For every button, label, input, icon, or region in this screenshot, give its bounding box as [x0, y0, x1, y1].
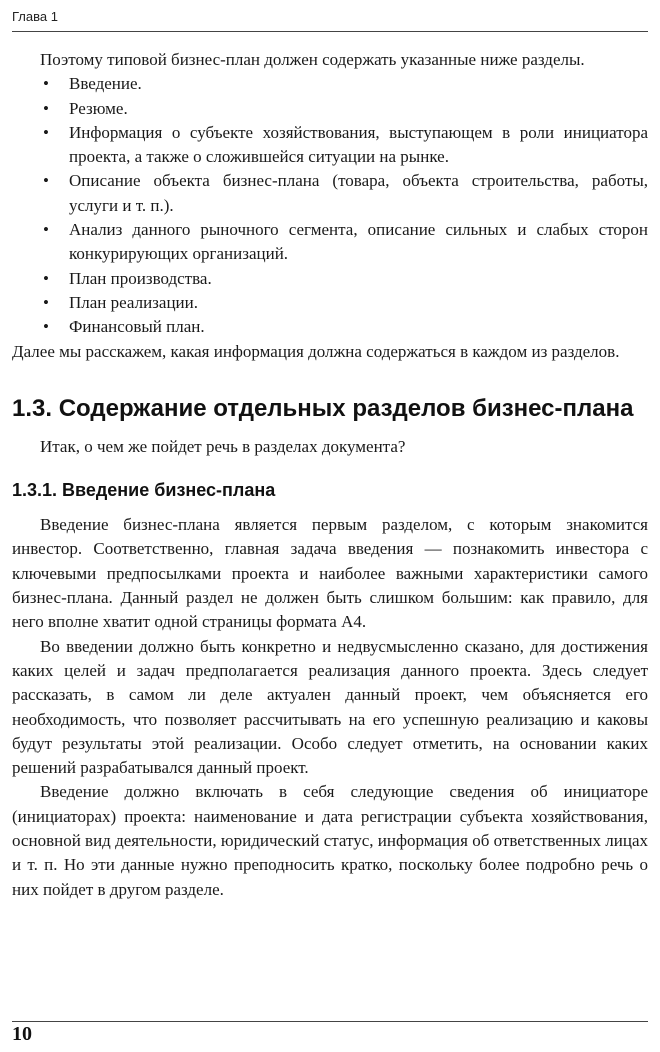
bullet-icon: •: [43, 317, 49, 337]
page-number: 10: [12, 1023, 32, 1045]
sections-list: [12, 72, 648, 339]
list-item: [12, 291, 648, 315]
body-paragraph: Введение должно включать в себя следующие сведения об инициаторе (инициаторах) проекта: наименование и дата регистрации субъекта хозяйствования, основной вид деятельности, юридический статус, информация об ответственных лицах и т. п. Но эти данные нужно преподносить кратко, поскольку более подробно речь о них пойдет в другом разделе.: [12, 782, 648, 899]
bullet-icon: •: [43, 74, 49, 94]
section-heading: 1.3. Содержание отдельных разделов бизнес-плана: [12, 394, 634, 422]
bullet-icon: •: [43, 171, 49, 191]
bullet-icon: •: [43, 98, 49, 118]
body-paragraph: Во введении должно быть конкретно и недвусмысленно сказано, для достижения каких целей и задач предполагается реализация данного проекта. Здесь следует рассказать, в самом ли деле актуален данный проект, чем объясняется его необходимость, что позволяет рассчитывать на его успешную реализацию и каковы будут результаты этой реализации. Особо следует отметить, на основании каких решений разрабатывался данный проект.: [12, 636, 648, 778]
page-body: [12, 48, 648, 902]
footer-rule: [12, 1021, 648, 1022]
list-item: [12, 315, 648, 339]
list-item: [12, 121, 648, 170]
list-item: [12, 169, 648, 218]
list-item: [12, 97, 648, 121]
bullet-icon: •: [43, 268, 49, 288]
list-item: [12, 72, 648, 96]
list-item-text: Резюме.: [69, 98, 128, 118]
subsection-heading: 1.3.1. Введение бизнес-плана: [12, 480, 276, 501]
intro-paragraph: Поэтому типовой бизнес-план должен содержать указанные ниже разделы.: [40, 50, 585, 69]
list-item-text: Финансовый план.: [69, 317, 205, 337]
list-item-text: Описание объекта бизнес-плана (товара, объекта строительства, работы, услуги и т. п.).: [69, 171, 648, 215]
list-item-text: Анализ данного рыночного сегмента, описание сильных и слабых сторон конкурирующих организаций.: [69, 220, 648, 264]
bullet-icon: •: [43, 292, 49, 312]
section-lead: Итак, о чем же пойдет речь в разделах документа?: [40, 436, 406, 456]
header-rule: [12, 31, 648, 32]
list-item-text: План производства.: [69, 268, 212, 288]
list-item: [12, 267, 648, 291]
list-item: [12, 218, 648, 267]
bullet-icon: •: [43, 122, 49, 142]
bullet-icon: •: [43, 220, 49, 240]
list-item-text: Информация о субъекте хозяйствования, выступающем в роли инициатора проекта, а также о сложившейся ситуации на рынке.: [69, 122, 648, 167]
after-list-paragraph: Далее мы расскажем, какая информация должна содержаться в каждом из разделов.: [12, 341, 620, 361]
running-head: Глава 1: [12, 9, 58, 24]
list-item-text: План реализации.: [69, 292, 198, 312]
body-paragraph: Введение бизнес-плана является первым разделом, с которым знакомится инвестор. Соответственно, главная задача введения — познакомить инвестора с ключевыми предпосылками проекта и наиболее важными характеристики самого бизнес-плана. Данный раздел не должен быть слишком большим: как правило, для него вполне хватит одной страницы формата А4.: [12, 515, 648, 632]
list-item-text: Введение.: [69, 74, 142, 94]
